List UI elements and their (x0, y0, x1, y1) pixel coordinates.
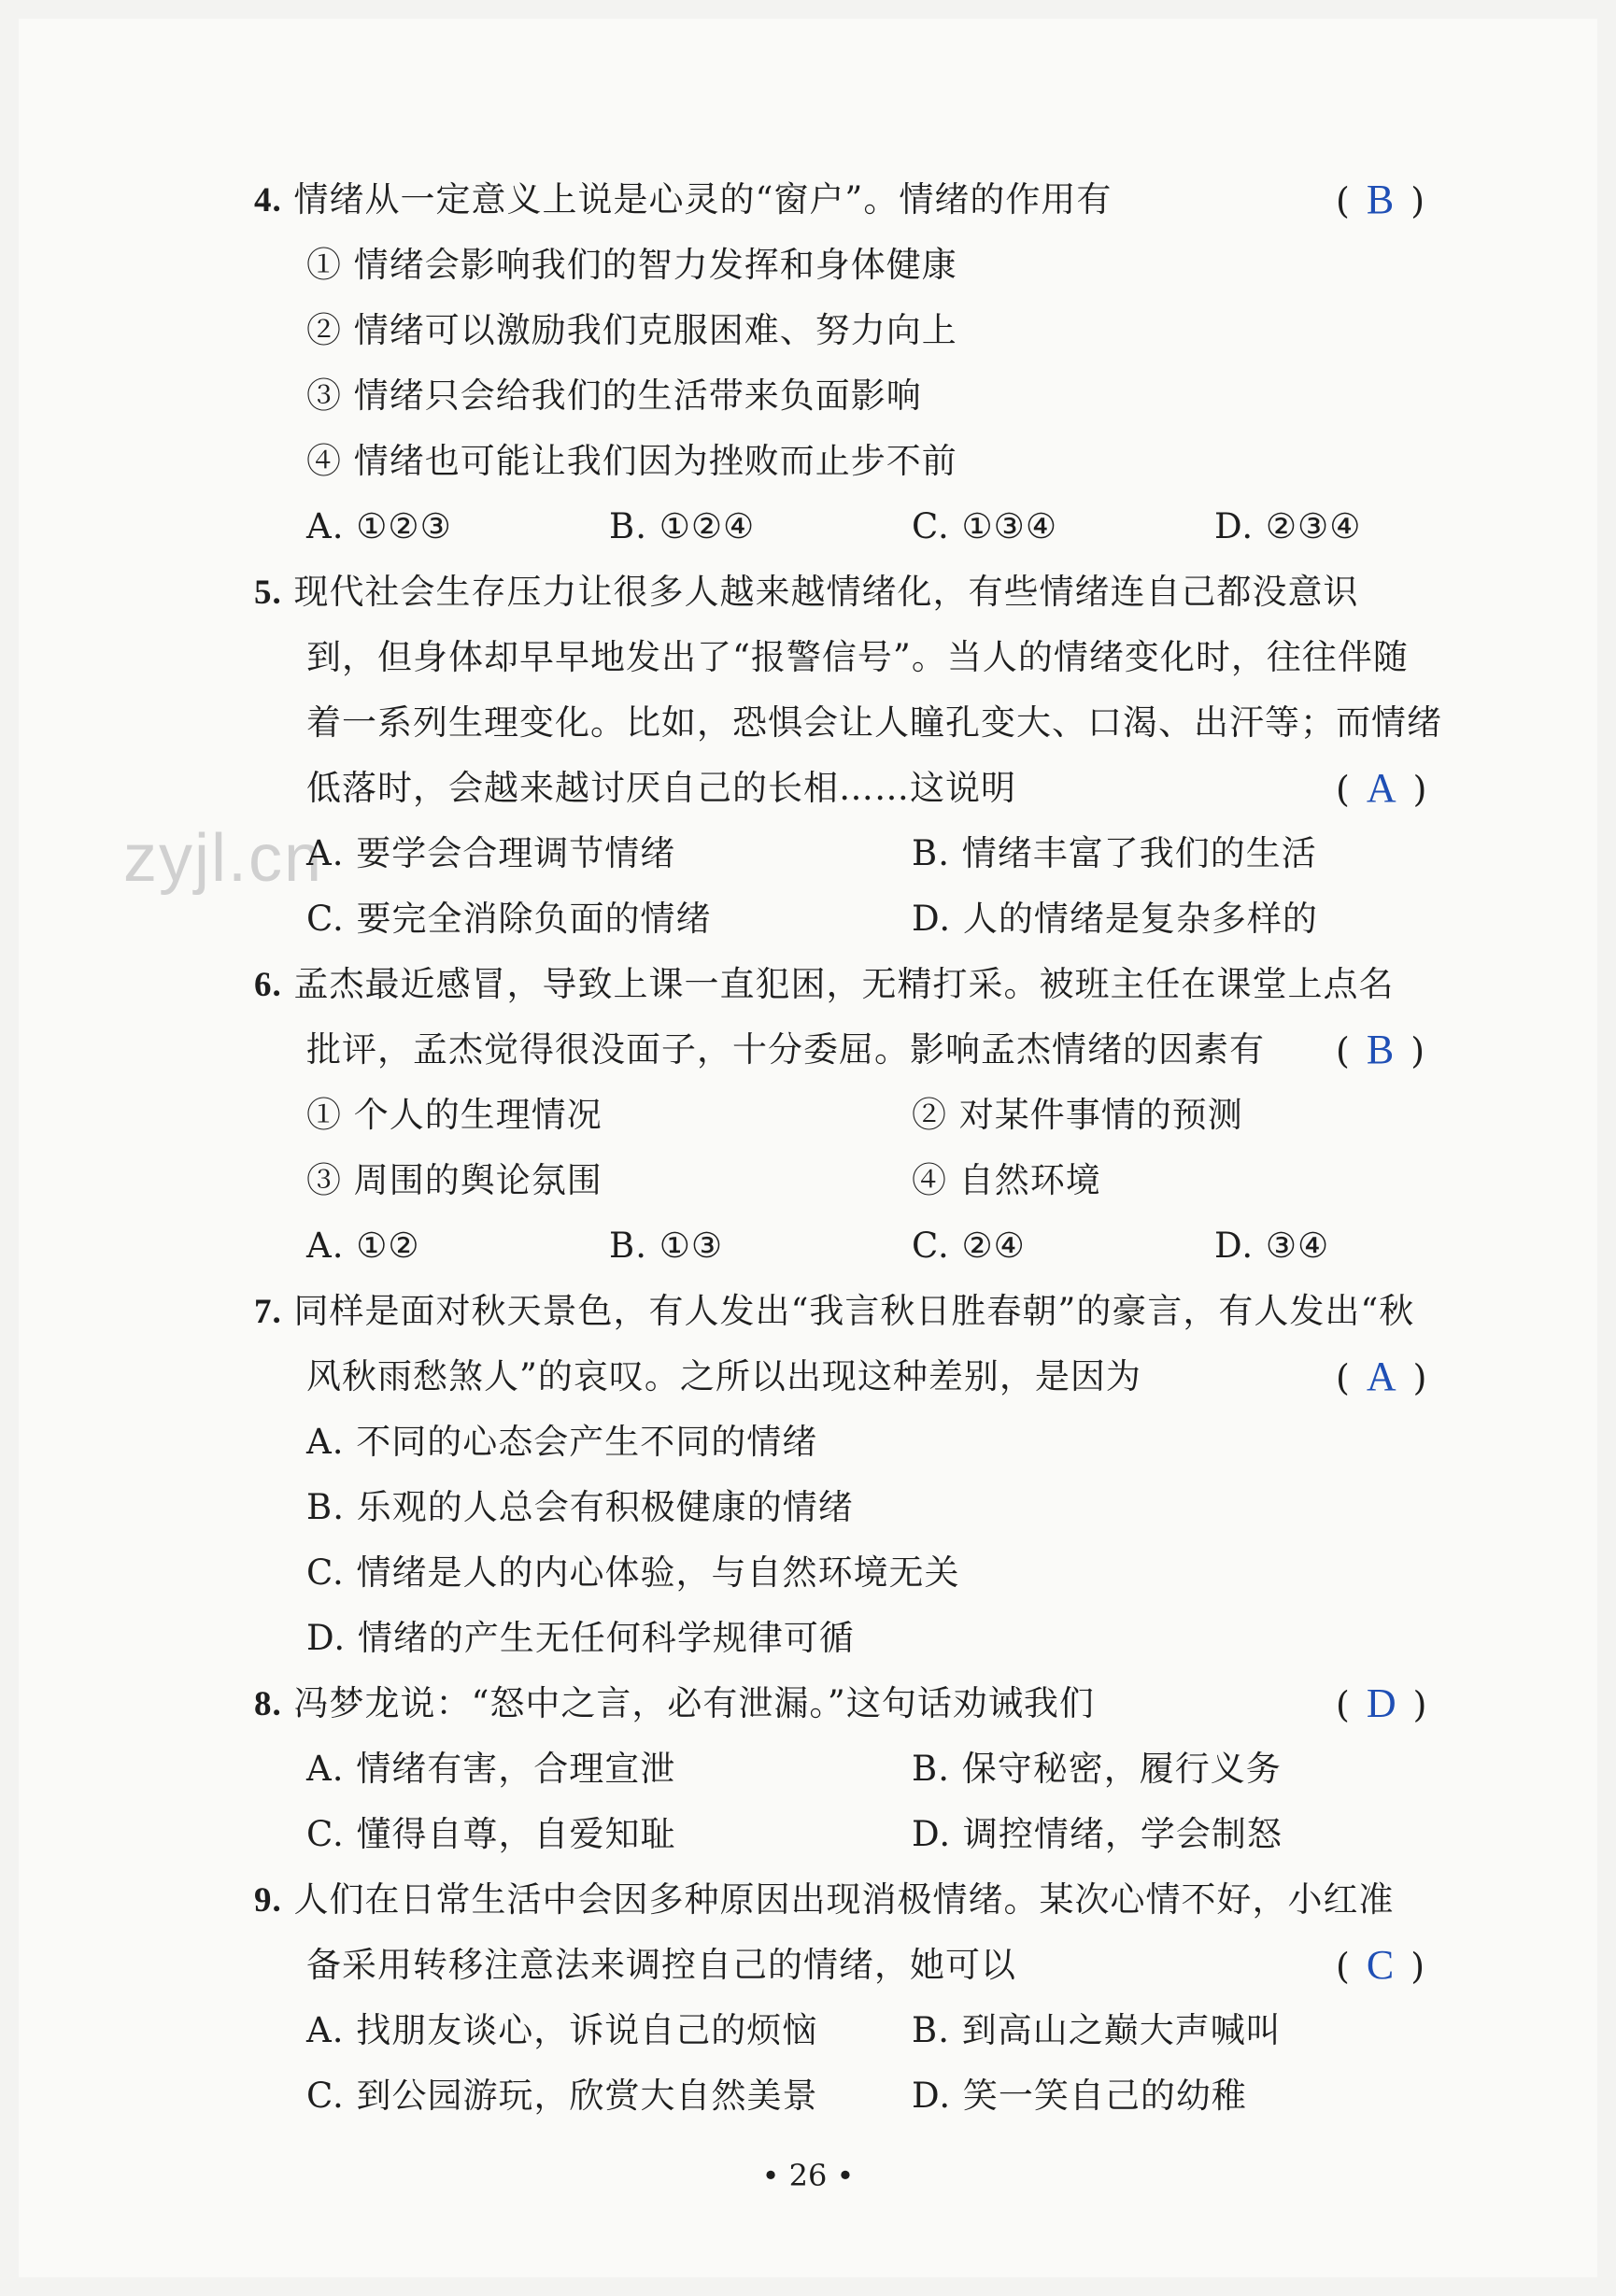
choice: D. 调控情绪，学会制怒 (912, 1814, 1283, 1854)
answer-bracket: ( A ) (1336, 765, 1427, 811)
question-text: 人们在日常生活中会因多种原因出现消极情绪。某次心情不好，小红准 (293, 1879, 1395, 1920)
option: ② 情绪可以激励我们克服困难、努力向上 (306, 310, 957, 350)
question-number: 8. (254, 1685, 282, 1723)
choice: B. 到高山之巅大声喊叫 (912, 2010, 1282, 2050)
choice: C. ①③④ (912, 506, 1058, 546)
question-9-stem (254, 1876, 1395, 1925)
question-text: 风秋雨愁煞人”的哀叹。之所以出现这种差别，是因为 (306, 1356, 1141, 1396)
choice: D. 笑一笑自己的幼稚 (912, 2076, 1247, 2116)
option: ④ 自然环境 (912, 1160, 1101, 1200)
question-text: 备采用转移注意法来调控自己的情绪，她可以 (306, 1945, 1016, 1985)
answer-bracket: ( B ) (1336, 1027, 1425, 1072)
page-number: • 26 • (761, 2158, 855, 2193)
choice: B. ①②④ (609, 506, 756, 546)
choice: C. 情绪是人的内心体验，与自然环境无关 (306, 1552, 960, 1593)
answer-bracket: ( D ) (1336, 1680, 1427, 1726)
question-number: 6. (254, 966, 282, 1004)
question-6-stem (254, 960, 1395, 1010)
choice: D. 情绪的产生无任何科学规律可循 (306, 1618, 855, 1658)
choice: B. ①③ (609, 1226, 724, 1266)
question-8-stem (254, 1679, 1095, 1729)
choice: B. 乐观的人总会有积极健康的情绪 (306, 1487, 854, 1527)
choice: A. ①②③ (306, 506, 452, 546)
option: ③ 情绪只会给我们的生活带来负面影响 (306, 376, 922, 416)
answer-bracket: ( B ) (1336, 177, 1425, 222)
answer-7: A (1366, 1354, 1396, 1399)
choice: D. ②③④ (1214, 506, 1362, 546)
question-number: 4. (254, 181, 282, 220)
choice: D. 人的情绪是复杂多样的 (912, 899, 1318, 939)
question-number: 9. (254, 1881, 282, 1920)
choice: A. ①② (306, 1226, 420, 1266)
choice: B. 情绪丰富了我们的生活 (912, 833, 1317, 873)
answer-5: A (1366, 765, 1396, 811)
question-4-stem (254, 176, 1112, 225)
answer-4: B (1366, 177, 1395, 222)
question-5-stem (254, 568, 1359, 617)
option: ③ 周围的舆论氛围 (306, 1160, 602, 1200)
question-7-stem (254, 1287, 1414, 1337)
question-number: 7. (254, 1293, 282, 1331)
option: ① 个人的生理情况 (306, 1095, 602, 1135)
choice: D. ③④ (1214, 1226, 1330, 1266)
question-number: 5. (254, 574, 282, 612)
worksheet-page (19, 19, 1597, 2277)
question-text: 情绪从一定意义上说是心灵的“窗户”。情绪的作用有 (293, 179, 1113, 220)
answer-9: C (1366, 1942, 1395, 1988)
question-text: 现代社会生存压力让很多人越来越情绪化，有些情绪连自己都没意识 (293, 572, 1359, 612)
choice: A. 不同的心态会产生不同的情绪 (306, 1422, 818, 1462)
question-text: 低落时，会越来越讨厌自己的长相……这说明 (306, 768, 1016, 808)
choice: C. 懂得自尊，自爱知耻 (306, 1814, 676, 1854)
question-text: 冯梦龙说：“怒中之言，必有泄漏。”这句话劝诫我们 (293, 1683, 1095, 1723)
question-text: 到，但身体却早早地发出了“报警信号”。当人的情绪变化时，往往伴随 (306, 637, 1409, 677)
question-text: 批评，孟杰觉得很没面子，十分委屈。影响孟杰情绪的因素有 (306, 1029, 1265, 1070)
answer-bracket: ( C ) (1336, 1942, 1425, 1988)
option: ② 对某件事情的预测 (912, 1095, 1243, 1135)
choice: A. 找朋友谈心，诉说自己的烦恼 (306, 2010, 818, 2050)
answer-bracket: ( A ) (1336, 1354, 1427, 1399)
choice: A. 要学会合理调节情绪 (306, 833, 676, 873)
question-text: 同样是面对秋天景色，有人发出“我言秋日胜春朝”的豪言，有人发出“秋 (293, 1291, 1415, 1331)
watermark: zyjl.cn (123, 821, 324, 896)
choice: C. 要完全消除负面的情绪 (306, 899, 712, 939)
answer-6: B (1366, 1027, 1395, 1072)
answer-8: D (1366, 1680, 1396, 1726)
option: ① 情绪会影响我们的智力发挥和身体健康 (306, 245, 957, 285)
question-text: 孟杰最近感冒，导致上课一直犯困，无精打采。被班主任在课堂上点名 (293, 964, 1395, 1004)
choice: C. 到公园游玩，欣赏大自然美景 (306, 2076, 818, 2116)
question-text: 着一系列生理变化。比如，恐惧会让人瞳孔变大、口渴、出汗等；而情绪 (306, 702, 1442, 743)
choice: A. 情绪有害，合理宣泄 (306, 1749, 676, 1789)
choice: C. ②④ (912, 1226, 1026, 1266)
choice: B. 保守秘密，履行义务 (912, 1749, 1282, 1789)
option: ④ 情绪也可能让我们因为挫败而止步不前 (306, 441, 957, 481)
